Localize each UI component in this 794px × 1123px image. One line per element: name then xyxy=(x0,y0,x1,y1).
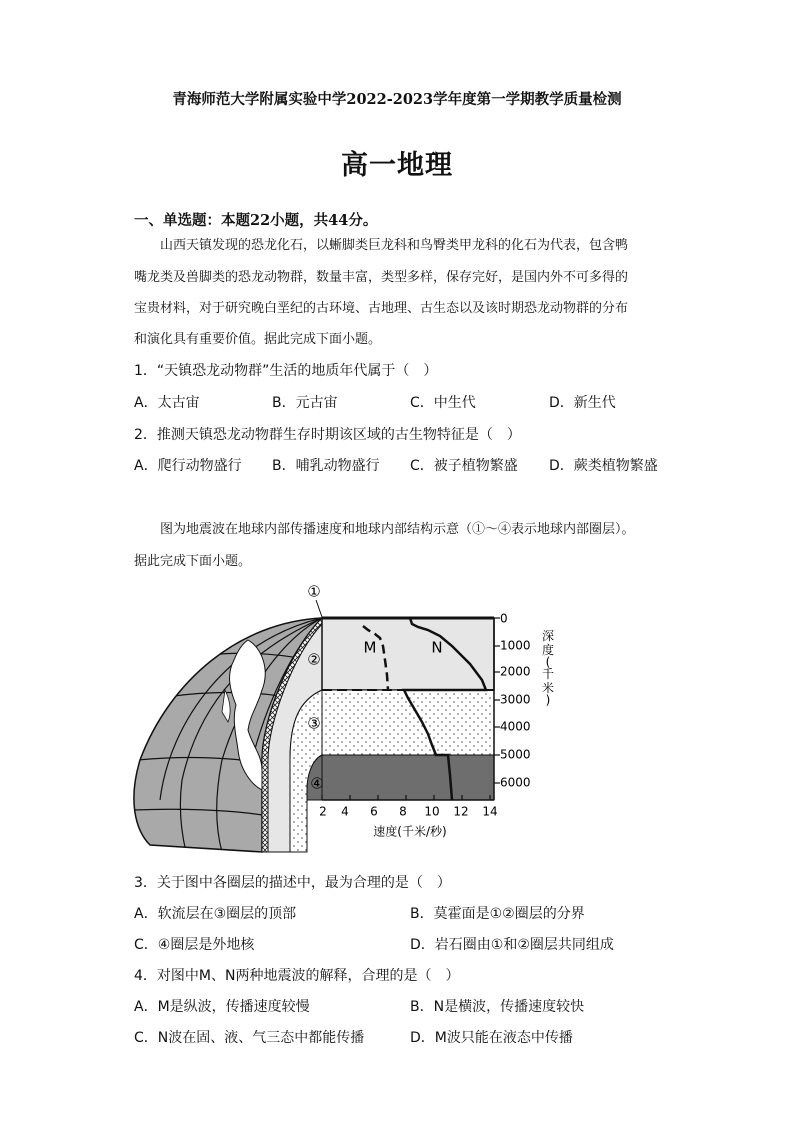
depth-axis-label: 米 xyxy=(541,681,555,695)
question-1-option-b: B．元古宙 xyxy=(272,395,338,411)
question-4-option-a: A．M是纵波，传播速度较慢 xyxy=(134,999,310,1015)
depth-axis-label: ) xyxy=(545,693,551,707)
wave-n-label: N xyxy=(431,638,443,657)
speed-tick: 2 xyxy=(319,804,327,819)
question-2-option-a: A．爬行动物盛行 xyxy=(134,458,242,474)
layer-4-label: ④ xyxy=(310,774,324,793)
page-title: 高一地理 xyxy=(341,150,453,181)
depth-axis-label: 千 xyxy=(541,667,555,681)
speed-tick: 6 xyxy=(370,804,378,819)
depth-axis-label: 深 xyxy=(541,629,555,643)
passage-line: 嘴龙类及兽脚类的恐龙动物群，数量丰富，类型多样，保存完好，是国内外不可多得的 xyxy=(134,270,629,285)
depth-axis-label: ( xyxy=(545,655,551,669)
layer-2-label: ② xyxy=(307,650,321,669)
section-heading: 一、单选题：本题22小题，共44分。 xyxy=(134,212,378,229)
mantle-band xyxy=(322,618,494,690)
depth-tick: 2000 xyxy=(500,664,531,679)
school-header: 青海师范大学附属实验中学2022-2023学年度第一学期教学质量检测 xyxy=(172,91,622,108)
layer-3-label: ③ xyxy=(307,714,321,733)
layer-1-label: ① xyxy=(307,582,321,601)
question-4-option-b: B．N是横波，传播速度较快 xyxy=(410,999,585,1015)
question-2-option-c: C．被子植物繁盛 xyxy=(410,458,518,474)
question-1-stem: 1．“天镇恐龙动物群”生活的地质年代属于（ ） xyxy=(134,363,438,379)
depth-tick: 4000 xyxy=(500,719,531,734)
speed-tick: 14 xyxy=(482,804,498,819)
question-2-stem: 2．推测天镇恐龙动物群生存时期该区域的古生物特征是（ ） xyxy=(134,427,521,443)
depth-tick: 6000 xyxy=(500,775,531,790)
passage-line: 和演化具有重要价值。据此完成下面小题。 xyxy=(134,332,382,347)
question-1-option-a: A．太古宙 xyxy=(134,395,200,411)
question-1-option-d: D．新生代 xyxy=(549,395,616,411)
figure-intro-line: 据此完成下面小题。 xyxy=(134,554,252,569)
depth-axis-label: 度 xyxy=(541,643,555,657)
question-3-option-c: C．④圈层是外地核 xyxy=(134,937,255,953)
speed-axis-label: 速度(千米/秒) xyxy=(373,824,447,839)
depth-tick: 0 xyxy=(500,611,508,626)
question-4-option-d: D．M波只能在液态中传播 xyxy=(410,1030,573,1046)
inner-core-band xyxy=(322,755,494,800)
depth-tick: 1000 xyxy=(500,638,531,653)
question-2-option-b: B．哺乳动物盛行 xyxy=(272,458,380,474)
speed-tick: 12 xyxy=(453,804,469,819)
wave-m-label: M xyxy=(363,638,377,657)
question-4-option-c: C．N波在固、液、气三态中都能传播 xyxy=(134,1030,365,1046)
speed-tick: 4 xyxy=(341,804,349,819)
speed-tick: 10 xyxy=(424,804,440,819)
figure-intro-line: 图为地震波在地球内部传播速度和地球内部结构示意（①～④表示地球内部圈层）。 xyxy=(160,522,635,537)
question-1-option-c: C．中生代 xyxy=(410,395,476,411)
depth-tick: 5000 xyxy=(500,747,531,762)
question-2-option-d: D．蕨类植物繁盛 xyxy=(549,458,658,474)
passage-line: 宝贵材料，对于研究晚白垩纪的古环境、古地理、古生态以及该时期恐龙动物群的分布 xyxy=(134,301,629,316)
passage-line: 山西天镇发现的恐龙化石，以蜥脚类巨龙科和鸟臀类甲龙科的化石为代表，包含鸭 xyxy=(160,238,629,253)
speed-tick: 8 xyxy=(399,804,407,819)
question-3-stem: 3．关于图中各圈层的描述中，最为合理的是（ ） xyxy=(134,875,451,891)
question-4-stem: 4．对图中M、N两种地震波的解释，合理的是（ ） xyxy=(134,968,460,984)
question-3-option-d: D．岩石圈由①和②圈层共同组成 xyxy=(410,937,614,953)
question-3-option-a: A．软流层在③圈层的顶部 xyxy=(134,906,297,922)
depth-tick: 3000 xyxy=(500,692,531,707)
question-3-option-b: B．莫霍面是①②圈层的分界 xyxy=(410,906,585,922)
